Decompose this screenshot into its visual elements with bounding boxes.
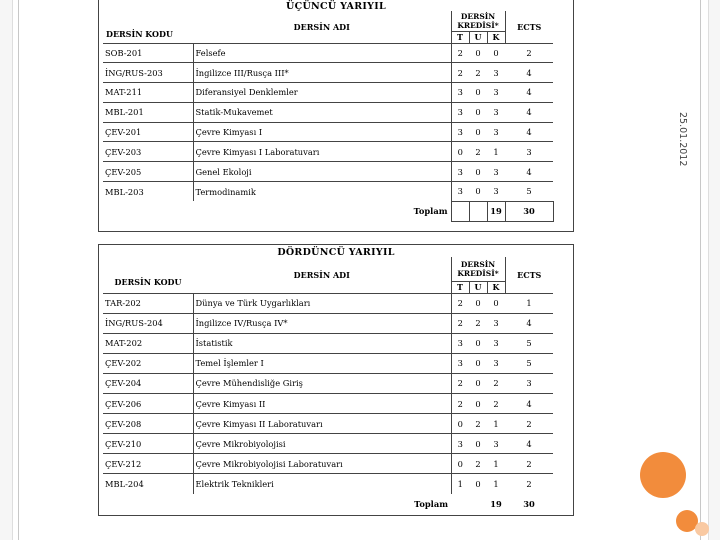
- course-code: SOB-201: [103, 43, 193, 63]
- course-name: Çevre Mühendisliğe Giriş: [193, 373, 451, 393]
- right-guide-line: [700, 0, 701, 540]
- credit-u: 0: [469, 43, 487, 63]
- course-name: Genel Ekoloji: [193, 162, 451, 182]
- semester3-title: ÜÇÜNCÜ YARIYIL: [286, 1, 386, 12]
- table-row: [103, 373, 553, 393]
- ects-value: 5: [505, 353, 553, 373]
- credit-u: 2: [469, 454, 487, 474]
- side-date: 25.01.2012: [677, 112, 688, 167]
- credit-t: 3: [451, 353, 469, 373]
- course-name: Çevre Kimyası I Laboratuvarı: [193, 142, 451, 162]
- course-name: Termodinamik: [193, 182, 451, 202]
- table-row: [103, 414, 553, 434]
- credit-t: 2: [451, 43, 469, 63]
- credit-t: 3: [451, 83, 469, 103]
- course-name: Diferansiyel Denklemler: [193, 83, 451, 103]
- credit-u: 0: [469, 162, 487, 182]
- credit-k: 2: [487, 393, 505, 413]
- header-k: K: [487, 281, 505, 293]
- header-t: T: [451, 31, 469, 43]
- course-code: İNG/RUS-204: [103, 313, 193, 333]
- ects-value: 3: [505, 373, 553, 393]
- credit-k: 0: [487, 43, 505, 63]
- course-name: Çevre Mikrobiyolojisi Laboratuvarı: [193, 454, 451, 474]
- credit-t: 3: [451, 333, 469, 353]
- credit-k: 3: [487, 313, 505, 333]
- credit-k: 1: [487, 414, 505, 434]
- credit-k: 3: [487, 353, 505, 373]
- course-code: ÇEV-201: [103, 122, 193, 142]
- table-row: [103, 122, 553, 142]
- credit-k: 3: [487, 333, 505, 353]
- ects-value: 4: [505, 313, 553, 333]
- course-name: Çevre Mikrobiyolojisi: [193, 434, 451, 454]
- table-row: [103, 313, 553, 333]
- credit-t: 3: [451, 182, 469, 202]
- table-row: [103, 142, 553, 162]
- credit-k: 3: [487, 83, 505, 103]
- credit-t: 3: [451, 162, 469, 182]
- course-code: ÇEV-208: [103, 414, 193, 434]
- credit-k: 1: [487, 454, 505, 474]
- semester3-total-ects: 30: [505, 201, 553, 221]
- left-margin-bar: [0, 0, 13, 540]
- ects-value: 4: [505, 434, 553, 454]
- table-row: [103, 474, 553, 494]
- course-code: TAR-202: [103, 293, 193, 313]
- credit-t: 2: [451, 373, 469, 393]
- credit-u: 2: [469, 313, 487, 333]
- header-t: T: [451, 281, 469, 293]
- course-name: Çevre Kimyası II Laboratuvarı: [193, 414, 451, 434]
- course-code: MAT-211: [103, 83, 193, 103]
- header-name: DERSİN ADI: [293, 269, 350, 280]
- header-name: DERSİN ADI: [293, 21, 350, 32]
- ects-value: 5: [505, 333, 553, 353]
- credit-t: 1: [451, 474, 469, 494]
- header-credit-line1: DERSİN: [460, 11, 496, 21]
- semester4-total-ects: 30: [523, 498, 535, 509]
- header-code: DERSİN KODU: [106, 28, 173, 39]
- header-k: K: [487, 31, 505, 43]
- table-row: [103, 102, 553, 122]
- ects-value: 3: [505, 142, 553, 162]
- course-name: Felsefe: [193, 43, 451, 63]
- header-u: U: [469, 281, 487, 293]
- table-row: [103, 333, 553, 353]
- course-code: ÇEV-204: [103, 373, 193, 393]
- credit-u: 0: [469, 393, 487, 413]
- semester3-panel: [98, 0, 574, 232]
- course-code: ÇEV-210: [103, 434, 193, 454]
- credit-t: 0: [451, 142, 469, 162]
- left-guide-line: [18, 0, 19, 540]
- course-code: MBL-203: [103, 182, 193, 202]
- credit-k: 3: [487, 434, 505, 454]
- header-credit-line2: KREDİSİ*: [457, 20, 499, 30]
- header-code: DERSİN KODU: [114, 276, 182, 287]
- credit-u: 0: [469, 102, 487, 122]
- table-row: [103, 182, 553, 202]
- course-name: İstatistik: [193, 333, 451, 353]
- semester4-total-label: Toplam: [414, 498, 448, 509]
- table-row: [103, 162, 553, 182]
- course-name: Statik-Mukavemet: [193, 102, 451, 122]
- credit-k: 3: [487, 122, 505, 142]
- ects-value: 5: [505, 182, 553, 202]
- credit-u: 0: [469, 373, 487, 393]
- credit-t: 2: [451, 63, 469, 83]
- decorative-circle-large: [640, 452, 686, 498]
- credit-k: 1: [487, 474, 505, 494]
- credit-t: 3: [451, 122, 469, 142]
- credit-k: 3: [487, 63, 505, 83]
- semester4-panel: [98, 244, 574, 516]
- credit-t: 3: [451, 434, 469, 454]
- course-code: ÇEV-206: [103, 393, 193, 413]
- course-code: İNG/RUS-203: [103, 63, 193, 83]
- course-code: ÇEV-202: [103, 353, 193, 373]
- course-code: ÇEV-205: [103, 162, 193, 182]
- ects-value: 4: [505, 63, 553, 83]
- credit-t: 3: [451, 102, 469, 122]
- credit-t: 2: [451, 313, 469, 333]
- semester3-table: [103, 11, 554, 222]
- table-row: [103, 434, 553, 454]
- credit-t: 0: [451, 454, 469, 474]
- course-code: MBL-204: [103, 474, 193, 494]
- credit-k: 3: [487, 182, 505, 202]
- ects-value: 2: [505, 414, 553, 434]
- credit-u: 0: [469, 293, 487, 313]
- semester3-total-credit: 19: [487, 201, 505, 221]
- credit-t: 2: [451, 393, 469, 413]
- course-code: ÇEV-212: [103, 454, 193, 474]
- course-name: Dünya ve Türk Uygarlıkları: [193, 293, 451, 313]
- credit-u: 0: [469, 434, 487, 454]
- credit-u: 0: [469, 474, 487, 494]
- credit-k: 1: [487, 142, 505, 162]
- course-code: ÇEV-203: [103, 142, 193, 162]
- ects-value: 4: [505, 393, 553, 413]
- credit-u: 2: [469, 414, 487, 434]
- course-code: MBL-201: [103, 102, 193, 122]
- course-name: Elektrik Teknikleri: [193, 474, 451, 494]
- credit-u: 0: [469, 122, 487, 142]
- credit-u: 0: [469, 83, 487, 103]
- ects-value: 4: [505, 122, 553, 142]
- credit-u: 2: [469, 63, 487, 83]
- ects-value: 2: [505, 43, 553, 63]
- course-name: Çevre Kimyası II: [193, 393, 451, 413]
- header-credit-line2: KREDİSİ*: [457, 268, 499, 278]
- ects-value: 4: [505, 162, 553, 182]
- right-margin-bar: [708, 0, 720, 540]
- course-name: İngilizce III/Rusça III*: [193, 63, 451, 83]
- credit-u: 0: [469, 182, 487, 202]
- semester4-title: DÖRDÜNCÜ YARIYIL: [277, 247, 395, 258]
- credit-u: 2: [469, 142, 487, 162]
- credit-k: 3: [487, 162, 505, 182]
- header-credit: [451, 257, 505, 281]
- credit-u: 0: [469, 333, 487, 353]
- ects-value: 2: [505, 454, 553, 474]
- course-code: MAT-202: [103, 333, 193, 353]
- credit-k: 3: [487, 102, 505, 122]
- course-name: Çevre Kimyası I: [193, 122, 451, 142]
- table-row: [103, 43, 553, 63]
- header-credit-line1: DERSİN: [460, 259, 496, 269]
- header-ects: ECTS: [505, 257, 553, 293]
- ects-value: 1: [505, 293, 553, 313]
- table-row: [103, 353, 553, 373]
- credit-k: 2: [487, 373, 505, 393]
- table-row: [103, 83, 553, 103]
- semester3-total-label: Toplam: [413, 206, 448, 217]
- table-row: [103, 393, 553, 413]
- header-credit: [451, 11, 505, 31]
- credit-k: 0: [487, 293, 505, 313]
- credit-t: 0: [451, 414, 469, 434]
- ects-value: 4: [505, 102, 553, 122]
- header-ects: ECTS: [505, 11, 553, 43]
- table-row: [103, 63, 553, 83]
- course-name: İngilizce IV/Rusça IV*: [193, 313, 451, 333]
- decorative-circle-small: [695, 522, 709, 536]
- header-u: U: [469, 31, 487, 43]
- semester4-total-credit: 19: [490, 498, 502, 509]
- ects-value: 2: [505, 474, 553, 494]
- course-name: Temel İşlemler I: [193, 353, 451, 373]
- semester4-table: [103, 257, 553, 514]
- table-row: [103, 454, 553, 474]
- ects-value: 4: [505, 83, 553, 103]
- table-row: [103, 293, 553, 313]
- credit-t: 2: [451, 293, 469, 313]
- credit-u: 0: [469, 353, 487, 373]
